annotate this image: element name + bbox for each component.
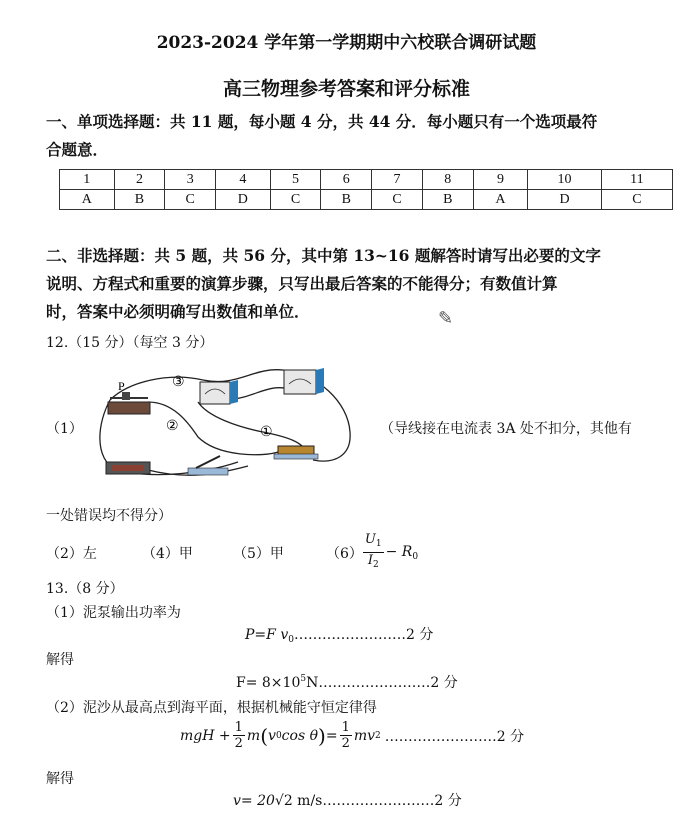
table-cell: 4 xyxy=(216,170,271,190)
q12-answer-6-fraction xyxy=(363,532,384,573)
label-wire-1: ① xyxy=(260,424,273,440)
q13-title: 13.（8 分） xyxy=(46,581,124,597)
section2-heading-line2: 说明、方程式和重要的演算步骤，只写出最后答案的不能得分；有数值计算 xyxy=(46,274,558,293)
eq2-superscript: 5 xyxy=(300,674,307,684)
tail-subscript: 0 xyxy=(412,551,419,562)
denominator-subscript: 2 xyxy=(372,560,379,570)
table-cell: B xyxy=(321,190,372,210)
numerator-subscript: 1 xyxy=(375,539,382,549)
q13-eq1 xyxy=(245,624,433,645)
eq3-velocity-subscript: 0 xyxy=(275,730,282,741)
q12-answer-4: （4）甲 xyxy=(142,546,193,562)
q12-answer-6-tail xyxy=(386,544,418,562)
section2-heading xyxy=(46,242,656,326)
eq3-velocity: v xyxy=(268,727,276,744)
pen-mark-icon: ✎ xyxy=(438,308,454,329)
eq3-half-right xyxy=(340,720,352,751)
eq1-score: ……………………2 分 xyxy=(293,627,434,643)
ammeter xyxy=(200,380,238,404)
table-cell: D xyxy=(216,190,271,210)
fraction-denominator: I xyxy=(367,553,373,568)
answer-table-number-row xyxy=(60,170,673,190)
table-cell: B xyxy=(114,190,165,210)
q12-note-right: （导线接在电流表 3A 处不扣分，其他有 xyxy=(380,421,632,437)
tail-text: − R xyxy=(385,543,413,560)
q13-eq3 xyxy=(180,720,524,751)
eq3-right: mv xyxy=(353,727,376,744)
table-cell: 5 xyxy=(270,170,321,190)
section2-heading-line3: 时，答案中必须明确写出数值和单位． xyxy=(46,302,310,321)
eq1-subscript: 0 xyxy=(288,635,294,645)
table-cell: 2 xyxy=(114,170,165,190)
table-cell: 6 xyxy=(321,170,372,190)
section2-heading-line1: 二、非选择题：共 5 题，共 56 分，其中第 13~16 题解答时请写出必要的文字 xyxy=(46,246,601,265)
table-cell: A xyxy=(473,190,528,210)
answer-table-answer-row xyxy=(60,190,673,210)
table-cell: C xyxy=(270,190,321,210)
table-cell: A xyxy=(60,190,115,210)
eq3-equals: = xyxy=(325,727,338,744)
q12-answer-5: （5）甲 xyxy=(233,546,284,562)
eq4-unit: m/s xyxy=(292,793,323,809)
q13-eq4 xyxy=(233,790,462,810)
q13-solve-1: 解得 xyxy=(46,652,74,668)
resistor-rx xyxy=(274,446,318,459)
table-cell: 7 xyxy=(372,170,423,190)
section1-heading-line1: 一、单项选择题：共 11 题，每小题 4 分，共 44 分．每小题只有一个选项最符 xyxy=(46,112,598,131)
table-cell: C xyxy=(601,190,672,210)
table-cell: 9 xyxy=(473,170,528,190)
exam-subtitle: 高三物理参考答案和评分标准 xyxy=(222,78,470,100)
eq3-half-left xyxy=(233,720,245,751)
table-cell: C xyxy=(165,190,216,210)
answer-table xyxy=(59,169,673,210)
section1-heading xyxy=(46,108,656,164)
q12-title: 12.（15 分）（每空 3 分） xyxy=(46,335,214,351)
half-numerator: 1 xyxy=(341,720,350,735)
q12-part1-label: （1） xyxy=(46,421,83,437)
battery xyxy=(106,462,150,474)
table-cell: B xyxy=(422,190,473,210)
label-p: P xyxy=(118,379,125,393)
eq2-text: F= 8×10 xyxy=(236,675,301,691)
q12-answer-2: （2）左 xyxy=(46,546,97,562)
eq3-score: ……………………2 分 xyxy=(384,728,525,745)
eq2-unit: N xyxy=(306,675,319,691)
eq3-paren-close: ) xyxy=(318,723,326,748)
half-numerator: 1 xyxy=(234,720,243,735)
table-cell: 10 xyxy=(528,170,602,190)
q13-part2-intro: （2）泥沙从最高点到海平面，根据机械能守恒定律得 xyxy=(46,700,377,716)
switch xyxy=(188,456,228,475)
half-denominator: 2 xyxy=(234,736,243,751)
eq3-mass: m xyxy=(246,727,261,744)
eq3-paren-open: ( xyxy=(260,723,269,748)
voltmeter xyxy=(284,368,324,394)
table-cell: 3 xyxy=(165,170,216,190)
table-cell: D xyxy=(528,190,602,210)
fraction-numerator: U xyxy=(364,532,376,547)
half-denominator: 2 xyxy=(341,736,350,751)
eq1-text: P=F v xyxy=(245,627,289,643)
eq3-cos: cos θ xyxy=(281,727,319,744)
exam-title: 2023-2024 学年第一学期期中六校联合调研试题 xyxy=(156,33,537,53)
table-cell: C xyxy=(372,190,423,210)
table-cell: 8 xyxy=(422,170,473,190)
circuit-diagram xyxy=(88,362,356,482)
table-cell: 11 xyxy=(601,170,672,190)
q12-answer-6-label: （6） xyxy=(326,545,363,562)
eq4-score: ……………………2 分 xyxy=(322,793,462,809)
q13-part1-intro: （1）泥泵输出功率为 xyxy=(46,605,181,621)
section1-heading-line2: 合题意． xyxy=(46,140,109,159)
eq3-right-superscript: 2 xyxy=(375,730,381,741)
q13-solve-2: 解得 xyxy=(46,771,74,787)
label-wire-3: ③ xyxy=(172,374,185,390)
rheostat-top xyxy=(108,392,150,414)
label-wire-2: ② xyxy=(166,418,179,434)
eq2-score: ……………………2 分 xyxy=(318,675,458,691)
eq4-sqrt: √2 xyxy=(274,793,293,809)
q13-eq2 xyxy=(236,672,458,692)
eq3-left: mgH + xyxy=(180,727,231,744)
eq4-text: v= 20 xyxy=(233,793,275,809)
q12-note-continued: 一处错误均不得分） xyxy=(46,508,172,524)
table-cell: 1 xyxy=(60,170,115,190)
q12-answer-6 xyxy=(326,532,418,573)
